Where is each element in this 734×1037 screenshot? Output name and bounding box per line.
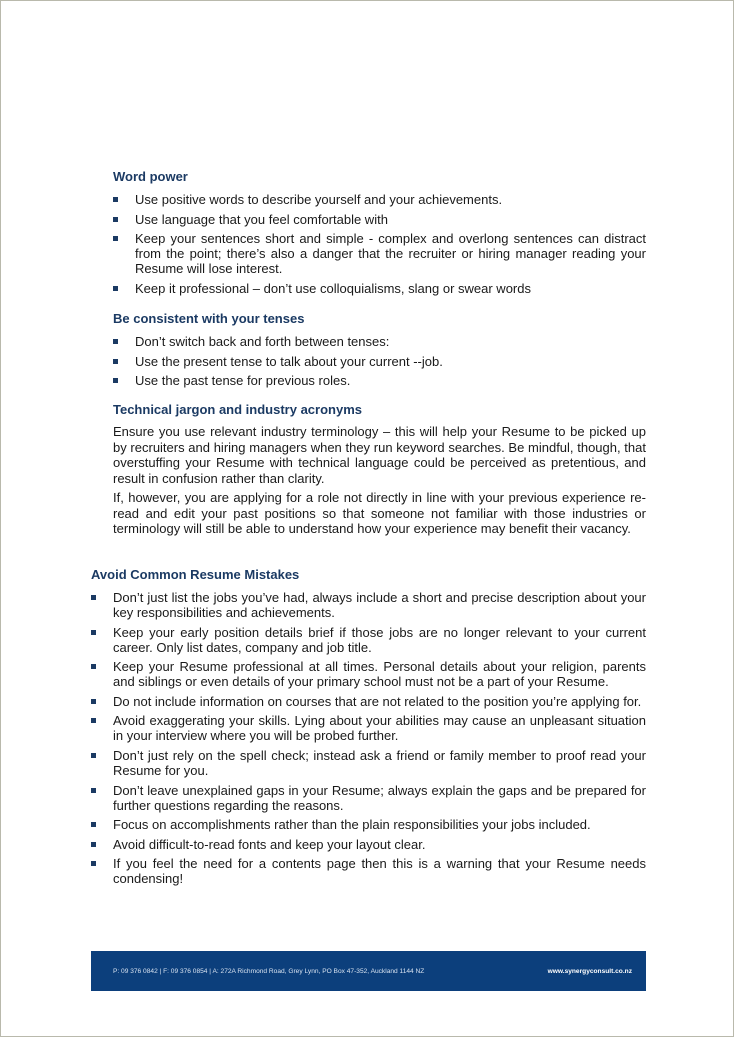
heading-mistakes: Avoid Common Resume Mistakes [91,567,300,582]
list-item: Don’t just list the jobs you’ve had, always include a short and precise description about your key responsibilities and achievements. [91,590,646,620]
list-item: Keep your sentences short and simple - complex and overlong sentences can distract from the point; there’s also a danger that the recruiter or hiring manager reading your Resume will lose interest. [113,231,646,276]
list-item: Use language that you feel comfortable with [113,212,646,227]
list-item: Don’t switch back and forth between tenses: [113,334,646,349]
list-tenses [113,334,646,393]
list-item: Avoid exaggerating your skills. Lying about your abilities may cause an unpleasant situation in your interview where you will be probed further. [91,713,646,743]
list-mistakes [91,590,646,891]
list-item: Keep it professional – don’t use colloquialisms, slang or swear words [113,281,646,296]
list-word-power [113,192,646,300]
paragraph-jargon-2: If, however, you are applying for a role not directly in line with your previous experience re-read and edit your past positions so that someone not familiar with those industries or terminology will still be able to understand how your experience may benefit their vacancy. [113,490,646,536]
list-item: Use positive words to describe yourself and your achievements. [113,192,646,207]
footer-website[interactable]: www.synergyconsult.co.nz [547,967,632,975]
footer-contact: P: 09 376 0842 | F: 09 376 0854 | A: 272A Richmond Road, Grey Lynn, PO Box 47-352, Auckland 1144 NZ [113,967,425,975]
list-item: If you feel the need for a contents page then this is a warning that your Resume needs condensing! [91,856,646,886]
heading-tenses: Be consistent with your tenses [113,311,305,326]
footer-bar [91,951,646,991]
list-item: Avoid difficult-to-read fonts and keep your layout clear. [91,837,646,852]
paragraph-jargon-1: Ensure you use relevant industry terminology – this will help your Resume to be picked up by recruiters and hiring managers when they run keyword searches. Be mindful, though, that overstuffing your Resume with technical language could be perceived as pretentious, and result in confusion rather than clarity. [113,424,646,486]
heading-jargon: Technical jargon and industry acronyms [113,402,362,417]
list-item: Don’t leave unexplained gaps in your Resume; always explain the gaps and be prepared for further questions regarding the reasons. [91,783,646,813]
list-item: Focus on accomplishments rather than the plain responsibilities your jobs included. [91,817,646,832]
list-item: Do not include information on courses that are not related to the position you’re applying for. [91,694,646,709]
list-item: Keep your early position details brief if those jobs are no longer relevant to your current career. Only list dates, company and job title. [91,625,646,655]
list-item: Don’t just rely on the spell check; instead ask a friend or family member to proof read your Resume for you. [91,748,646,778]
heading-word-power: Word power [113,169,188,184]
list-item: Use the present tense to talk about your current --job. [113,354,646,369]
list-item: Keep your Resume professional at all times. Personal details about your religion, parents and siblings or even details of your primary school must not be a part of your Resume. [91,659,646,689]
list-item: Use the past tense for previous roles. [113,373,646,388]
